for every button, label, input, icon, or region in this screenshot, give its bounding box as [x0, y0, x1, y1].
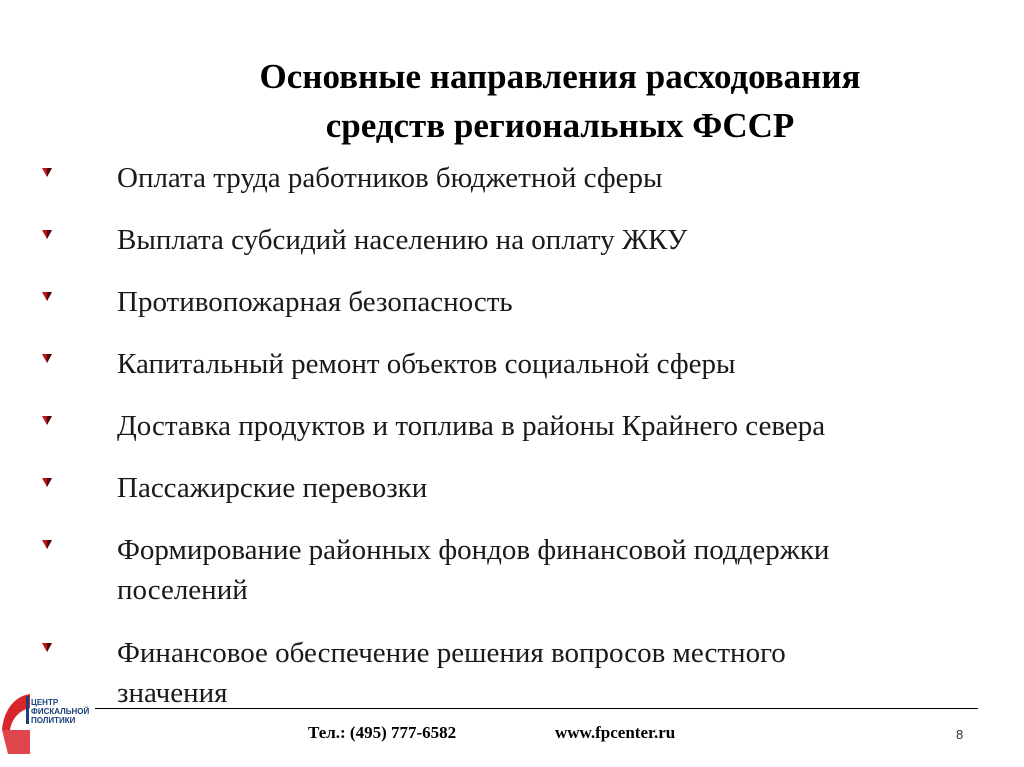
bullet-line: значения [117, 677, 228, 709]
bullet-line: Оплата труда работников бюджетной сферы [117, 162, 663, 194]
arrow-bullet-icon [41, 166, 53, 178]
bullet-line: Капитальный ремонт объектов социальной сферы [117, 348, 736, 380]
bullet-text [117, 468, 977, 508]
bullet-text [117, 633, 977, 713]
footer-website: www.fpcenter.ru [555, 723, 676, 742]
bullet-line: Финансовое обеспечение решения вопросов местного [117, 637, 786, 669]
footer-divider [95, 708, 978, 709]
logo-text [31, 698, 89, 725]
bullet-text [117, 282, 977, 322]
arrow-bullet-icon [41, 352, 53, 364]
logo-text-line: ФИСКАЛЬНОЙ [31, 707, 90, 716]
arrow-bullet-icon [41, 228, 53, 240]
logo-text-line: ЦЕНТР [31, 698, 59, 707]
bullet-line: поселений [117, 574, 248, 606]
bullet-line: Доставка продуктов и топлива в районы Крайнего севера [117, 410, 826, 442]
logo-text-line: ПОЛИТИКИ [31, 716, 76, 725]
slide-title-line: средств региональных ФССР [325, 106, 795, 145]
bullet-line: Противопожарная безопасность [117, 286, 513, 318]
arrow-bullet-icon [41, 290, 53, 302]
page-number: 8 [956, 727, 964, 742]
slide-title [180, 52, 940, 150]
arrow-bullet-icon [41, 414, 53, 426]
bullet-text [117, 406, 977, 446]
bullet-line: Формирование районных фондов финансовой поддержки [117, 534, 830, 566]
bullet-text [117, 344, 977, 384]
slide-title-line: Основные направления расходования [259, 57, 861, 96]
bullet-line: Выплата субсидий населению на оплату ЖКУ [117, 224, 688, 256]
arrow-bullet-icon [41, 641, 53, 653]
bullet-text [117, 220, 977, 260]
arrow-bullet-icon [41, 476, 53, 488]
bullet-line: Пассажирские перевозки [117, 472, 428, 504]
arrow-bullet-icon [41, 538, 53, 550]
bullet-text [117, 530, 977, 610]
bullet-text [117, 158, 977, 198]
footer-phone: Тел.: (495) 777-6582 [308, 723, 457, 742]
